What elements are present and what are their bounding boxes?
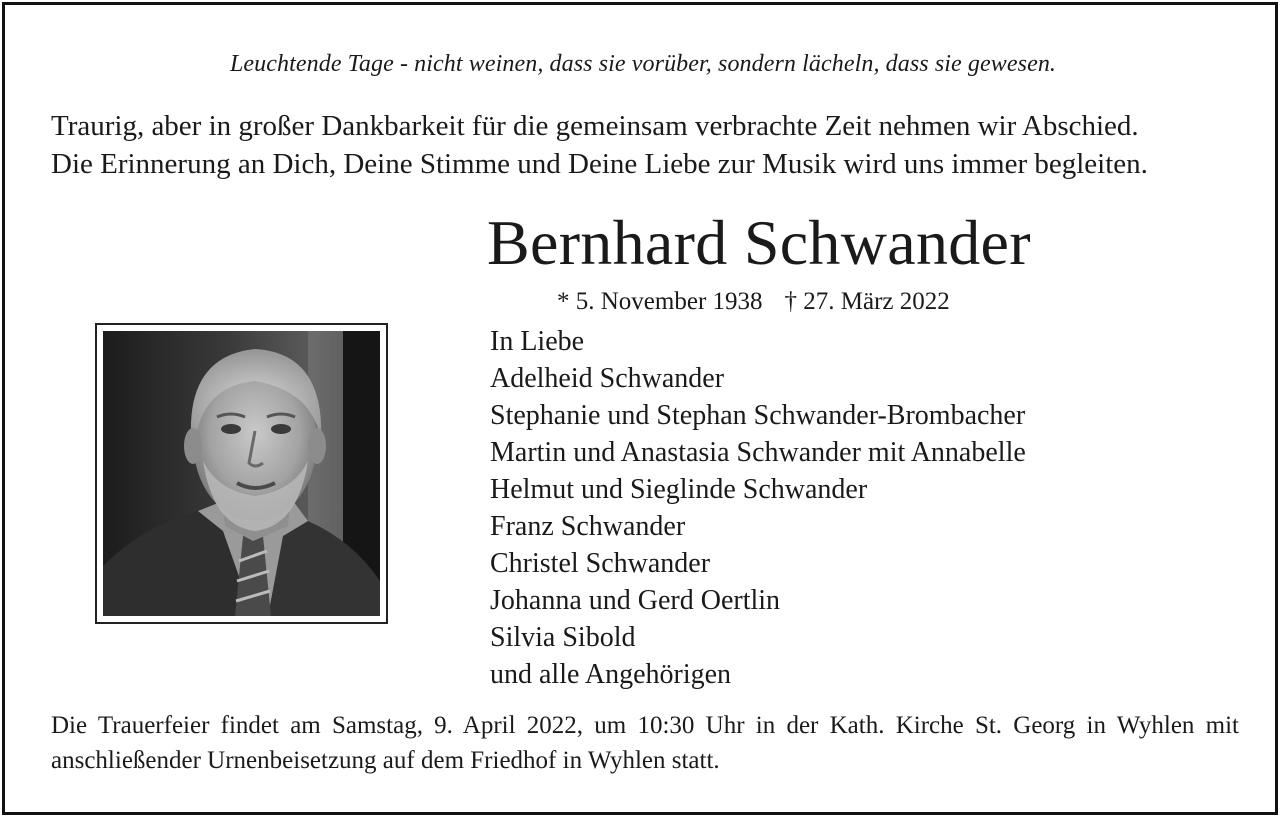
life-dates (557, 287, 950, 317)
death-date: † 27. März 2022 (784, 288, 950, 315)
deceased-name: Bernhard Schwander (487, 207, 1031, 278)
list-item: In Liebe (490, 326, 585, 357)
list-item: Johanna und Gerd Oertlin (490, 585, 781, 616)
list-item: Franz Schwander (490, 511, 686, 542)
obituary-notice (2, 2, 1278, 815)
intro-text (51, 107, 1246, 183)
list-item: Stephanie und Stephan Schwander-Brombacher (490, 400, 1026, 431)
list-item: Martin und Anastasia Schwander mit Annabelle (490, 437, 1026, 468)
portrait-photo-icon (103, 331, 380, 616)
funeral-service-info: Die Trauerfeier findet am Samstag, 9. April 2022, um 10:30 Uhr in der Kath. Kirche St. Georg in Wyhlen mit anschließender Urnenbeisetzung auf dem Friedhof in Wyhlen statt. (51, 712, 1239, 774)
list-item: und alle Angehörigen (490, 659, 732, 690)
list-item: Helmut und Sieglinde Schwander (490, 474, 868, 505)
list-item: Christel Schwander (490, 548, 711, 579)
birth-date: * 5. November 1938 (557, 288, 763, 315)
intro-line: Traurig, aber in großer Dankbarkeit für die gemeinsam verbrachte Zeit nehmen wir Abschied. (51, 110, 1139, 142)
list-item: Silvia Sibold (490, 622, 636, 653)
list-item: Adelheid Schwander (490, 363, 725, 394)
mourners-list (490, 323, 1026, 693)
intro-line: Die Erinnerung an Dich, Deine Stimme und Deine Liebe zur Musik wird uns immer begleiten. (51, 148, 1148, 180)
portrait-frame (95, 323, 388, 624)
motto-quote: Leuchtende Tage - nicht weinen, dass sie vorüber, sondern lächeln, dass sie gewesen. (229, 51, 1057, 77)
